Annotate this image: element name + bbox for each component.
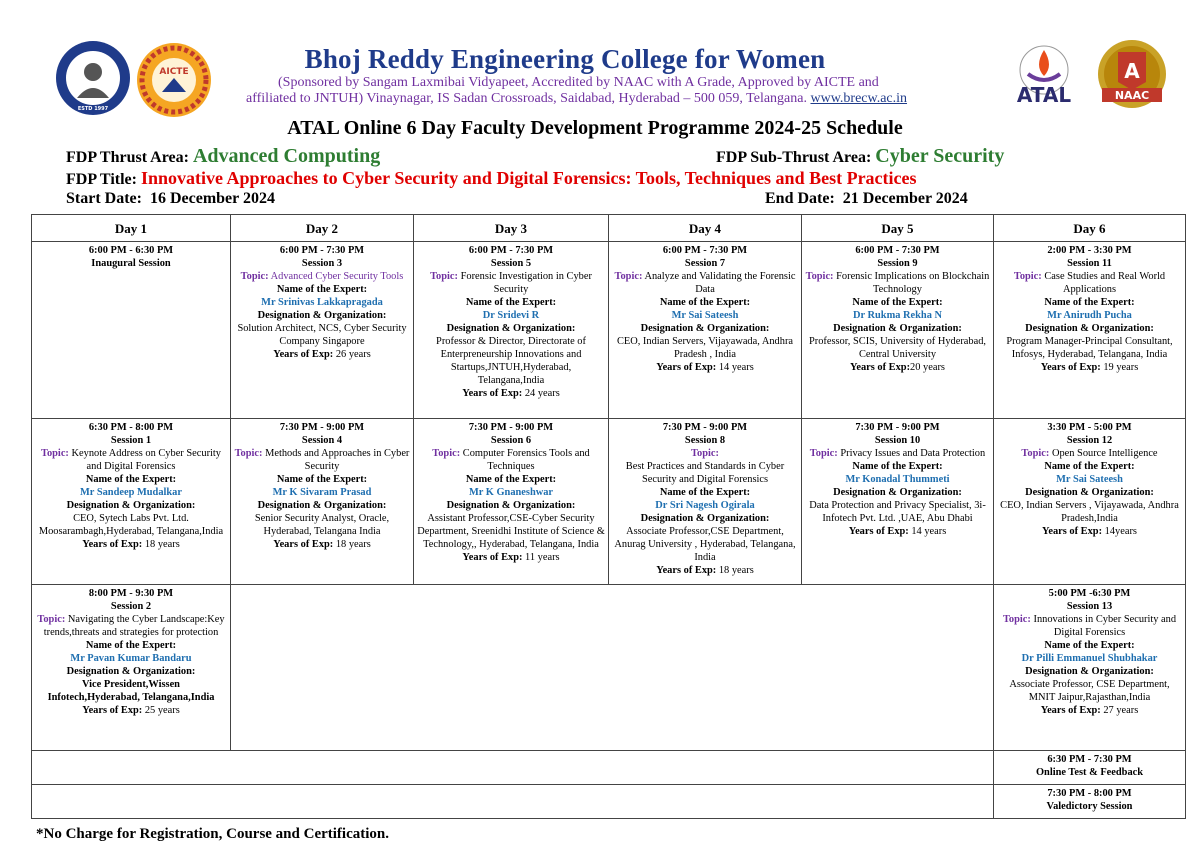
topic-label: Topic: [1021,448,1050,459]
session-time: 7:30 PM - 9:00 PM [279,422,365,433]
session-time: 6:00 PM - 7:30 PM [855,245,940,256]
end-date: End Date: 21 December 2024 [765,190,968,207]
naac-logo [1090,38,1174,110]
designation-label: Designation & Organization: [66,500,196,511]
schedule-row [32,419,1186,585]
topic-label: Topic: [37,614,66,625]
session-title: Session 13 [1066,601,1113,612]
topic-label: Topic: [430,271,458,282]
expert-name: Mr Sai Sateesh [1056,474,1123,485]
session-time: 2:00 PM - 3:30 PM [1047,245,1132,256]
session-topic: Computer Forensics Tools and Techniques [462,448,590,472]
expert-name: Mr Pavan Kumar Bandaru [70,653,192,664]
session-topic: Keynote Address on Cyber Security and Digital Forensics [71,448,221,472]
years-exp: Years of Exp: 18 years [82,539,180,550]
years-exp: Years of Exp:20 years [850,362,945,373]
day-header: Day 1 [32,215,231,242]
session-topic: Methods and Approaches in Cyber Security [265,448,410,472]
session-topic: Best Practices and Standards in Cyber Security and Digital Forensics [625,461,785,485]
schedule-row [32,585,1186,751]
expert-name: Dr Pilli Emmanuel Shubhakar [1021,653,1158,664]
session-topic: Open Source Intelligence [1051,448,1158,459]
session-title: Session 5 [490,258,532,269]
aicte-logo [134,40,214,120]
topic-label: Topic: [805,271,834,282]
expert-name: Mr Srinivas Lakkapragada [261,297,383,308]
years-exp: Years of Exp: 11 years [462,552,560,563]
expert-label: Name of the Expert: [1044,297,1135,308]
svg-text:ATAL: ATAL [1016,83,1072,106]
topic-label: Topic: [809,448,838,459]
years-exp: Years of Exp: 18 years [273,539,371,550]
session-time: 6:30 PM - 8:00 PM [88,422,174,433]
sponsor-text [230,75,990,107]
expert-name: Dr Sridevi R [482,310,540,321]
session-cell [32,242,231,419]
session-topic: Forensic Implications on Blockchain Technology [836,271,990,295]
expert-name: Mr Sandeep Mudalkar [80,487,182,498]
session-time: 6:30 PM - 7:30 PM [1047,754,1132,765]
years-exp: Years of Exp: 26 years [273,349,371,360]
expert-label: Name of the Expert: [852,297,943,308]
topic-label: Topic: [614,271,643,282]
session-cell [414,419,609,585]
session-topic: Analyze and Validating the Forensic Data [644,271,796,295]
years-exp: Years of Exp: 27 years [1040,705,1139,716]
svg-text:ESTD 1997: ESTD 1997 [77,106,109,112]
designation-label: Designation & Organization: [66,666,196,677]
expert-name: Dr Sri Nagesh Ogirala [655,500,755,511]
empty-cell [32,751,994,785]
designation-org: Professor, SCIS, University of Hyderabad, Central University [808,336,987,360]
session-time: 5:00 PM -6:30 PM [1048,588,1131,599]
schedule-row [32,785,1186,819]
session-title: Session 9 [877,258,918,269]
years-exp: Years of Exp: 24 years [462,388,560,399]
start-date: Start Date: 16 December 2024 [66,190,275,207]
sub-thrust-area: FDP Sub-Thrust Area: Cyber Security [716,145,1005,167]
footer-note: *No Charge for Registration, Course and Certification. [36,826,390,842]
college-name: Bhoj Reddy Engineering College for Women [304,44,826,74]
years-exp: Years of Exp: 18 years [656,565,754,576]
designation-label: Designation & Organization: [640,513,770,524]
session-cell [994,751,1186,785]
session-topic: Forensic Investigation in Cyber Security [460,271,592,295]
designation-label: Designation & Organization: [446,323,576,334]
session-title: Session 6 [490,435,532,446]
designation-org: CEO, Sytech Labs Pvt. Ltd. Moosarambagh,Hyderabad, Telangana,India [38,513,224,537]
schedule-table [31,214,1186,819]
years-exp: Years of Exp: 19 years [1040,362,1139,373]
designation-org: Associate Professor, CSE Department, MNIT Jaipur,Rajasthan,India [1009,679,1170,703]
session-cell [231,419,414,585]
session-title: Session 1 [110,435,152,446]
session-cell [231,242,414,419]
session-time: 6:00 PM - 6:30 PM [88,245,174,256]
schedule-row [32,751,1186,785]
session-time: 6:00 PM - 7:30 PM [662,245,748,256]
session-title: Session 7 [684,258,726,269]
thrust-area: FDP Thrust Area: Advanced Computing [66,145,381,167]
schedule-row [32,242,1186,419]
session-title: Session 12 [1066,435,1113,446]
expert-label: Name of the Expert: [276,284,368,295]
designation-label: Designation & Organization: [446,500,576,511]
session-cell [994,419,1186,585]
day-header-row [32,215,1186,242]
designation-label: Designation & Organization: [257,500,387,511]
expert-label: Name of the Expert: [276,474,368,485]
topic-label: Topic: [1002,614,1031,625]
session-time: 6:00 PM - 7:30 PM [468,245,554,256]
expert-name: Mr Sai Sateesh [671,310,739,321]
session-time: 6:00 PM - 7:30 PM [279,245,365,256]
day-header: Day 5 [802,215,994,242]
expert-name: Mr K Gnaneshwar [468,487,554,498]
topic-label: Topic: [40,448,69,459]
session-topic: Advanced Cyber Security Tools [270,271,404,282]
session-time: 8:00 PM - 9:30 PM [88,588,174,599]
designation-org: CEO, Indian Servers, Vijayawada, Andhra Pradesh , India [616,336,794,360]
session-title: Session 8 [684,435,726,446]
session-time: 3:30 PM - 5:00 PM [1047,422,1132,433]
session-time: 7:30 PM - 8:00 PM [1047,788,1132,799]
designation-org: Professor & Director, Directorate of Enterpreneurship Innovations and Startups,JNTUH,Hyderabad, Telangana,India [436,336,586,386]
atal-logo [1004,44,1084,106]
sponsor-line-2: affiliated to JNTUH) Vinaynagar, IS Sadan Crossroads, Saidabad, Hyderabad – 500 059, Telangana. www.brecw.ac.in [246,91,908,106]
session-time: 7:30 PM - 9:00 PM [855,422,940,433]
designation-org: Senior Security Analyst, Oracle, Hyderabad, Telangana India [254,513,390,537]
fdp-title: FDP Title: Innovative Approaches to Cyber Security and Digital Forensics: Tools, Techniques and Best Practices [66,168,917,188]
session-cell [414,242,609,419]
expert-label: Name of the Expert: [85,474,177,485]
session-time: 7:30 PM - 9:00 PM [468,422,554,433]
designation-label: Designation & Organization: [1025,487,1154,498]
session-title: Online Test & Feedback [1035,767,1144,778]
expert-label: Name of the Expert: [465,297,557,308]
expert-name: Mr Anirudh Pucha [1047,310,1132,321]
session-title: Session 10 [874,435,921,446]
svg-text:NAAC: NAAC [1114,89,1150,102]
session-title: Session 11 [1067,258,1112,269]
college-logo [55,40,131,116]
years-exp: Years of Exp: 14 years [656,362,754,373]
expert-label: Name of the Expert: [1044,461,1135,472]
topic-label: Topic: [234,448,263,459]
session-title: Session 4 [301,435,343,446]
session-title: Session 3 [301,258,343,269]
session-cell [994,785,1186,819]
svg-text:A: A [1124,59,1140,83]
day-header: Day 3 [414,215,609,242]
session-cell [802,242,994,419]
session-title: Session 2 [110,601,152,612]
session-topic: Navigating the Cyber Landscape:Key trends,threats and strategies for protection [43,614,225,638]
designation-org: Assistant Professor,CSE-Cyber Security Department, Sreenidhi Institute of Science & Technology,, Hyderabad, Telangana, India [417,513,605,550]
session-title: Valedictory Session [1046,801,1133,812]
expert-name: Mr K Sivaram Prasad [272,487,372,498]
expert-label: Name of the Expert: [85,640,177,651]
designation-org: Data Protection and Privacy Specialist, 3i-Infotech Pvt. Ltd. ,UAE, Abu Dhabi [809,500,986,524]
expert-label: Name of the Expert: [852,461,943,472]
topic-label: Topic: [1013,271,1042,282]
session-cell [994,242,1186,419]
day-header: Day 2 [231,215,414,242]
topic-label: Topic: [432,448,461,459]
session-cell [609,419,802,585]
designation-label: Designation & Organization: [833,487,962,498]
topic-label: Topic: [691,448,719,459]
designation-org: Associate Professor,CSE Department, Anurag University , Hyderabad, Telangana, India [614,526,796,563]
sponsor-line-1: (Sponsored by Sangam Laxmibai Vidyapeet, Accredited by NAAC with A Grade, Approved by AICTE and [278,75,879,90]
day-header: Day 4 [609,215,802,242]
topic-label: Topic: [240,271,269,282]
session-topic: Case Studies and Real World Applications [1044,271,1166,295]
designation-org: Vice President,Wissen Infotech,Hyderabad, Telangana,India [47,679,215,703]
day-header: Day 6 [994,215,1186,242]
expert-name: Dr Rukma Rekha N [852,310,942,321]
designation-org: Program Manager-Principal Consultant, Infosys, Hyderabad, Telangana, India [1006,336,1173,360]
years-exp: Years of Exp: 14 years [848,526,947,537]
designation-label: Designation & Organization: [640,323,770,334]
session-cell [802,419,994,585]
session-cell [994,585,1186,751]
years-exp: Years of Exp: 25 years [82,705,180,716]
expert-label: Name of the Expert: [659,297,751,308]
session-time: 7:30 PM - 9:00 PM [662,422,748,433]
expert-name: Mr Konadal Thummeti [845,474,950,485]
session-cell [32,585,231,751]
designation-org: Solution Architect, NCS, Cyber Security Company Singapore [237,323,407,347]
session-cell [32,419,231,585]
programme-title: ATAL Online 6 Day Faculty Development Programme 2024-25 Schedule [287,117,903,139]
expert-label: Name of the Expert: [659,487,751,498]
session-title: Inaugural Session [91,258,171,269]
designation-label: Designation & Organization: [1025,666,1154,677]
expert-label: Name of the Expert: [1044,640,1135,651]
session-topic: Innovations in Cyber Security and Digital Forensics [1033,614,1177,638]
designation-label: Designation & Organization: [257,310,387,321]
session-cell [609,242,802,419]
designation-label: Designation & Organization: [833,323,962,334]
svg-text:AICTE: AICTE [159,67,189,77]
expert-label: Name of the Expert: [465,474,557,485]
years-exp: Years of Exp: 14years [1042,526,1137,537]
empty-cell [231,585,994,751]
session-topic: Privacy Issues and Data Protection [840,448,986,459]
empty-cell [32,785,994,819]
designation-label: Designation & Organization: [1025,323,1154,334]
designation-org: CEO, Indian Servers , Vijayawada, Andhra Pradesh,India [1000,500,1179,524]
website-link[interactable]: www.brecw.ac.in [810,91,908,106]
